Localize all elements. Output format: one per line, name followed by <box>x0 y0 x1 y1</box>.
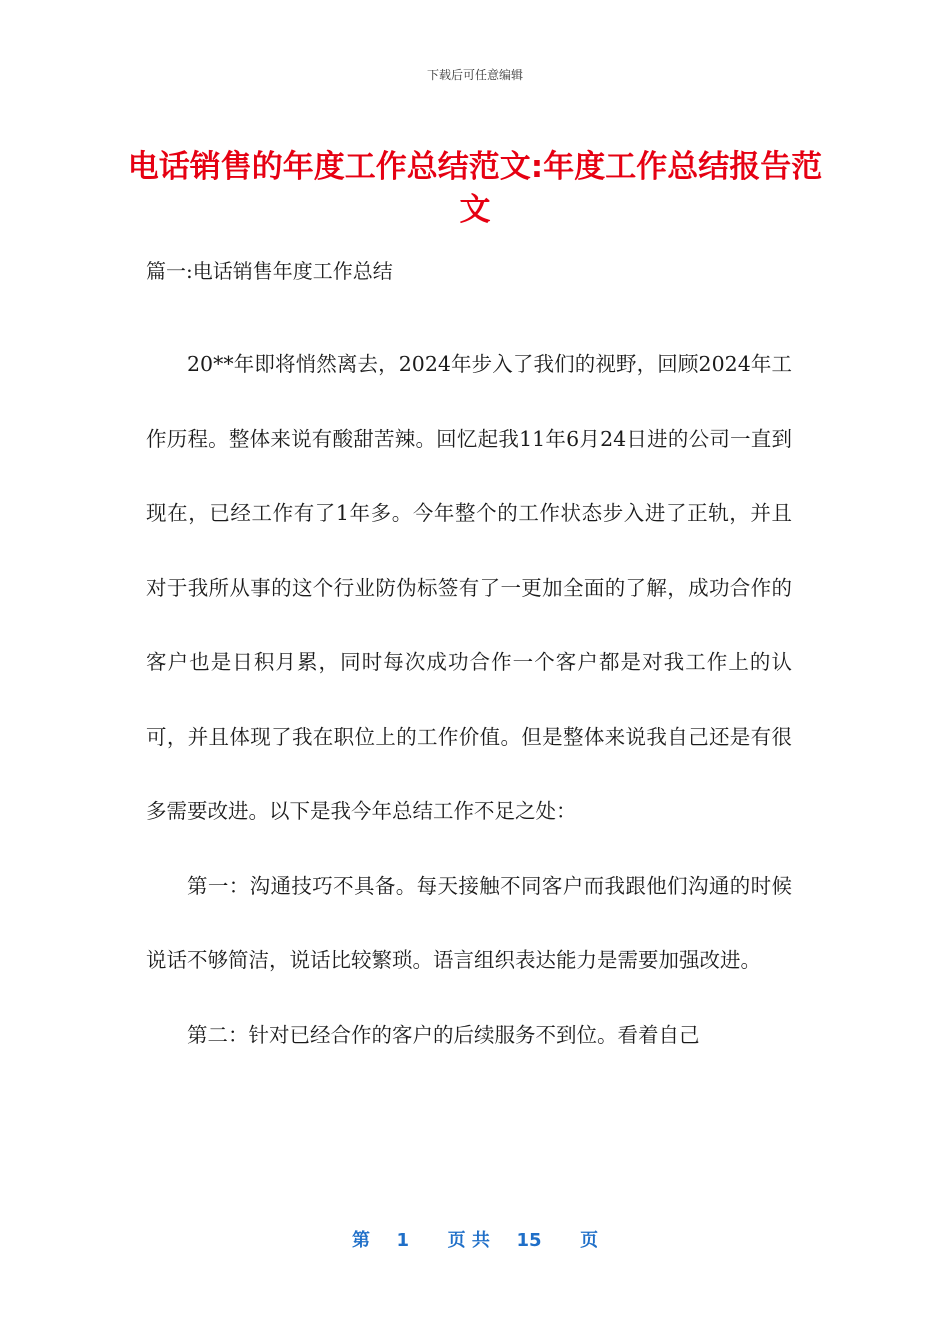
footer-total-label: 共 <box>471 1230 490 1251</box>
paragraph-3: 第二：针对已经合作的客户的后续服务不到位。看着自己 <box>187 1022 700 1047</box>
header-note: 下载后可任意编辑 <box>426 68 523 82</box>
paragraph-1: 20**年即将悄然离去，2024年步入了我们的视野，回顾2024年工作历程。整体来说有酸甜苦辣。回忆起我11年6月24日进的公司一直到现在，已经工作有了1年多。今年整个的工作状态步入进了正轨，并且对于我所从事的这个行业防伪标签有了一更加全面的了解，成功合作的客户也是日积月累，同时每次成功合作一个客户都是对我工作上的认可，并且体现了我在职位上的工作价值。但是整体来说我自己还是有很多需要改进。以下是我今年总结工作不足之处： <box>146 352 792 823</box>
footer-total-unit: 页 <box>580 1230 599 1251</box>
footer-total-pages: 15 <box>516 1230 542 1251</box>
footer-page-number: 1 <box>396 1230 410 1251</box>
page-footer <box>0 1226 950 1252</box>
paragraph-2: 第一：沟通技巧不具备。每天接触不同客户而我跟他们沟通的时候说话不够简洁，说话比较繁琐。语言组织表达能力是需要加强改进。 <box>146 873 792 972</box>
section-heading: 篇一:电话销售年度工作总结 <box>146 259 393 283</box>
footer-page-unit: 页 <box>447 1230 466 1251</box>
footer-page-label: 第 <box>351 1230 370 1251</box>
document-title: 电话销售的年度工作总结范文:年度工作总结报告范文 <box>127 149 823 228</box>
document-body <box>146 327 792 1072</box>
